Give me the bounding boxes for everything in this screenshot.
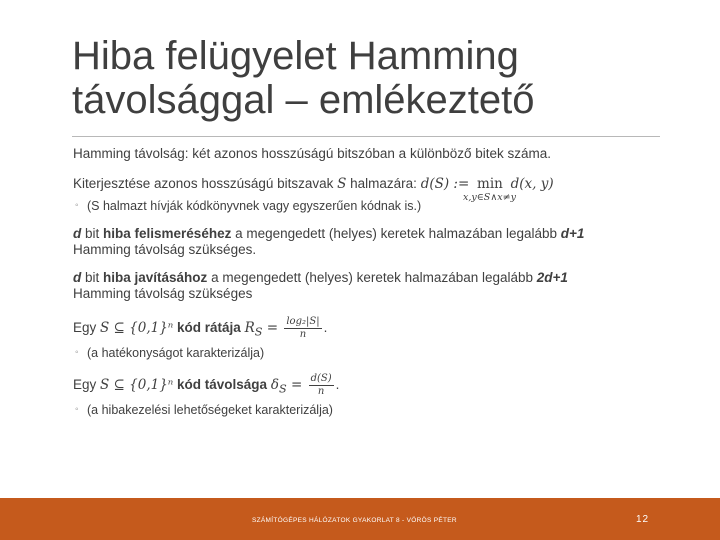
- error-detection-paragraph: d bit hiba felismeréséhez a megengedett (helyes) keretek halmazában legalább d+1 Hamming távolság szükséges.: [73, 226, 585, 257]
- slide-body: [73, 146, 663, 418]
- formula-min: min x,y∈S∧x≠y: [477, 176, 503, 192]
- formula-d-of-S: d(S) :=: [420, 176, 470, 192]
- bullet-icon: ◦: [75, 200, 79, 211]
- bullet-icon: ◦: [75, 404, 79, 415]
- footer-bar: [0, 498, 720, 540]
- slide-title-line2: távolsággal – emlékeztető: [72, 78, 535, 122]
- extension-paragraph: Kiterjesztése azonos hosszúságú bitszavak S halmazára: d(S) := min x,y∈S∧x≠y d(x, y): [73, 176, 663, 192]
- slide-title: [72, 34, 672, 122]
- formula-rate-fraction: $\frac{\text{log₂|S|}}{n}$: [286, 316, 320, 340]
- distance-note: ◦ (a hibakezelési lehetőségeket karakterizálja): [75, 403, 333, 417]
- hamming-definition: Hamming távolság: két azonos hosszúságú bitszóban a különböző bitek száma.: [73, 146, 552, 161]
- footer-text: SZÁMÍTÓGÉPES HÁLÓZATOK GYAKORLAT 8 - VÖRÖS PÉTER: [252, 517, 457, 524]
- formula-rate: $R_S$: [244, 320, 263, 339]
- bullet-icon: ◦: [75, 347, 79, 358]
- formula-min-subscript: x,y∈S∧x≠y: [463, 192, 516, 203]
- page-number: 12: [636, 514, 650, 525]
- codebook-note: ◦ (S halmazt hívják kódkönyvnek vagy egyszerűen kódnak is.): [75, 199, 422, 213]
- formula-code-set: S ⊆ {0,1}ⁿ: [100, 320, 174, 337]
- slide-title-line1: Hiba felügyelet Hamming: [72, 34, 519, 78]
- code-distance-paragraph: Egy S ⊆ {0,1}ⁿ kód távolsága $\delta_S$ = $\frac{d(S)}{n}$ .: [73, 373, 340, 397]
- formula-code-set: S ⊆ {0,1}ⁿ: [100, 377, 174, 394]
- formula-distance: $\delta_S$: [270, 377, 287, 396]
- rate-note: ◦ (a hatékonyságot karakterizálja): [75, 346, 265, 360]
- title-divider: [72, 136, 660, 137]
- error-correction-paragraph: d bit hiba javításához a megengedett (helyes) keretek halmazában legalább 2d+1 Hamming távolság szükséges: [73, 270, 568, 301]
- code-rate-paragraph: Egy S ⊆ {0,1}ⁿ kód rátája $R_S$ = $\frac{\text{log₂|S|}}{n}$ .: [73, 316, 328, 340]
- formula-distance-fraction: $\frac{d(S)}{n}$: [310, 373, 332, 397]
- formula-d-xy: d(x, y): [510, 176, 554, 192]
